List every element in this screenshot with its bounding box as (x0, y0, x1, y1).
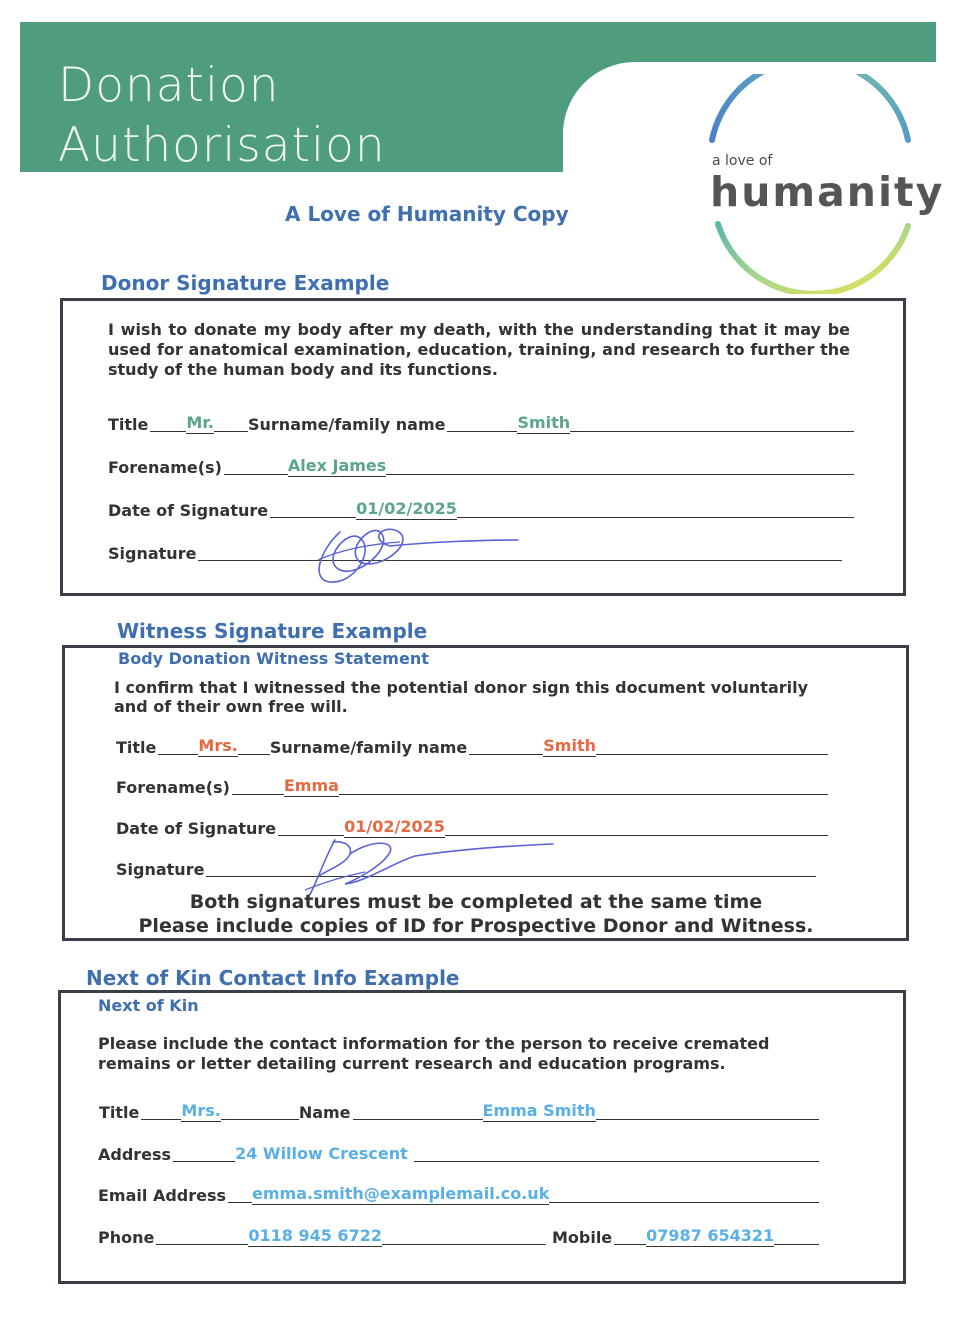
kin-heading: Next of Kin Contact Info Example (86, 966, 460, 990)
donor-forename-field[interactable]: Alex James (287, 456, 387, 475)
witness-surname-field[interactable]: Smith (543, 736, 596, 755)
donor-signature-label: Signature (108, 544, 197, 563)
donor-title-field[interactable]: Mr. (186, 413, 214, 432)
donor-date-label: Date of Signature (108, 501, 269, 520)
witness-note-line1: Both signatures must be completed at the same time (189, 891, 763, 913)
donor-heading: Donor Signature Example (101, 271, 390, 295)
donor-surname-field[interactable]: Smith (517, 413, 571, 432)
kin-statement: Please include the contact information for the person to receive cremated remains or letter detailing current research and education programs. (98, 1034, 770, 1073)
witness-title-label: Title (116, 738, 157, 757)
witness-title-row (116, 733, 828, 757)
donor-title-label: Title (108, 415, 149, 434)
donor-forename-label: Forename(s) (108, 458, 222, 477)
donor-date-row (108, 496, 854, 520)
kin-name-field[interactable]: Emma Smith (482, 1101, 596, 1120)
donor-statement: I wish to donate my body after my death, with the understanding that it may be used for anatomical examination, education, training, and research to further the study of the human body and its functions. (108, 320, 850, 379)
donor-signature-icon (300, 520, 530, 590)
donor-title-row (108, 410, 854, 434)
page-title-line1: Donation (58, 58, 280, 113)
witness-date-field[interactable]: 01/02/2025 (344, 817, 445, 836)
kin-address-field[interactable]: 24 Willow Crescent (235, 1144, 408, 1163)
kin-title-field[interactable]: Mrs. (181, 1101, 221, 1120)
kin-title-label: Title (99, 1103, 140, 1122)
witness-surname-label: Surname/family name (269, 738, 468, 757)
kin-name-label: Name (298, 1103, 351, 1122)
page-title-line2: Authorisation (58, 118, 386, 173)
witness-forename-field[interactable]: Emma (283, 776, 339, 795)
kin-address-label: Address (98, 1145, 172, 1164)
humanity-logo (700, 74, 945, 294)
witness-forename-label: Forename(s) (116, 778, 230, 797)
kin-email-label: Email Address (98, 1186, 227, 1205)
kin-email-row (98, 1181, 819, 1205)
kin-phone-row (98, 1223, 819, 1247)
witness-heading: Witness Signature Example (117, 619, 428, 643)
kin-phone-label: Phone (98, 1228, 155, 1247)
logo-text-big: humanity (710, 168, 945, 216)
witness-forename-row (116, 773, 828, 797)
donor-date-field[interactable]: 01/02/2025 (356, 499, 457, 518)
donor-forename-row (108, 453, 854, 477)
donor-surname-label: Surname/family name (248, 415, 446, 434)
kin-email-field[interactable]: emma.smith@examplemail.co.uk (252, 1184, 550, 1203)
kin-title-row (99, 1098, 819, 1122)
witness-title-field[interactable]: Mrs. (198, 736, 238, 755)
kin-mobile-label: Mobile (551, 1228, 613, 1247)
witness-statement: I confirm that I witnessed the potential donor sign this document voluntarily and of their own free will. (114, 678, 809, 716)
kin-mobile-field[interactable]: 07987 654321 (646, 1226, 775, 1245)
kin-subheading: Next of Kin (98, 996, 199, 1015)
kin-phone-field[interactable]: 0118 945 6722 (248, 1226, 382, 1245)
witness-subheading: Body Donation Witness Statement (118, 649, 429, 668)
kin-address-row (98, 1140, 819, 1164)
copy-title: A Love of Humanity Copy (285, 202, 569, 226)
witness-note-line2: Please include copies of ID for Prospective Donor and Witness. (138, 915, 814, 937)
page-title (58, 56, 386, 176)
witness-signature-label: Signature (116, 860, 205, 879)
logo-text-small: a love of (712, 153, 773, 169)
witness-date-label: Date of Signature (116, 819, 277, 838)
